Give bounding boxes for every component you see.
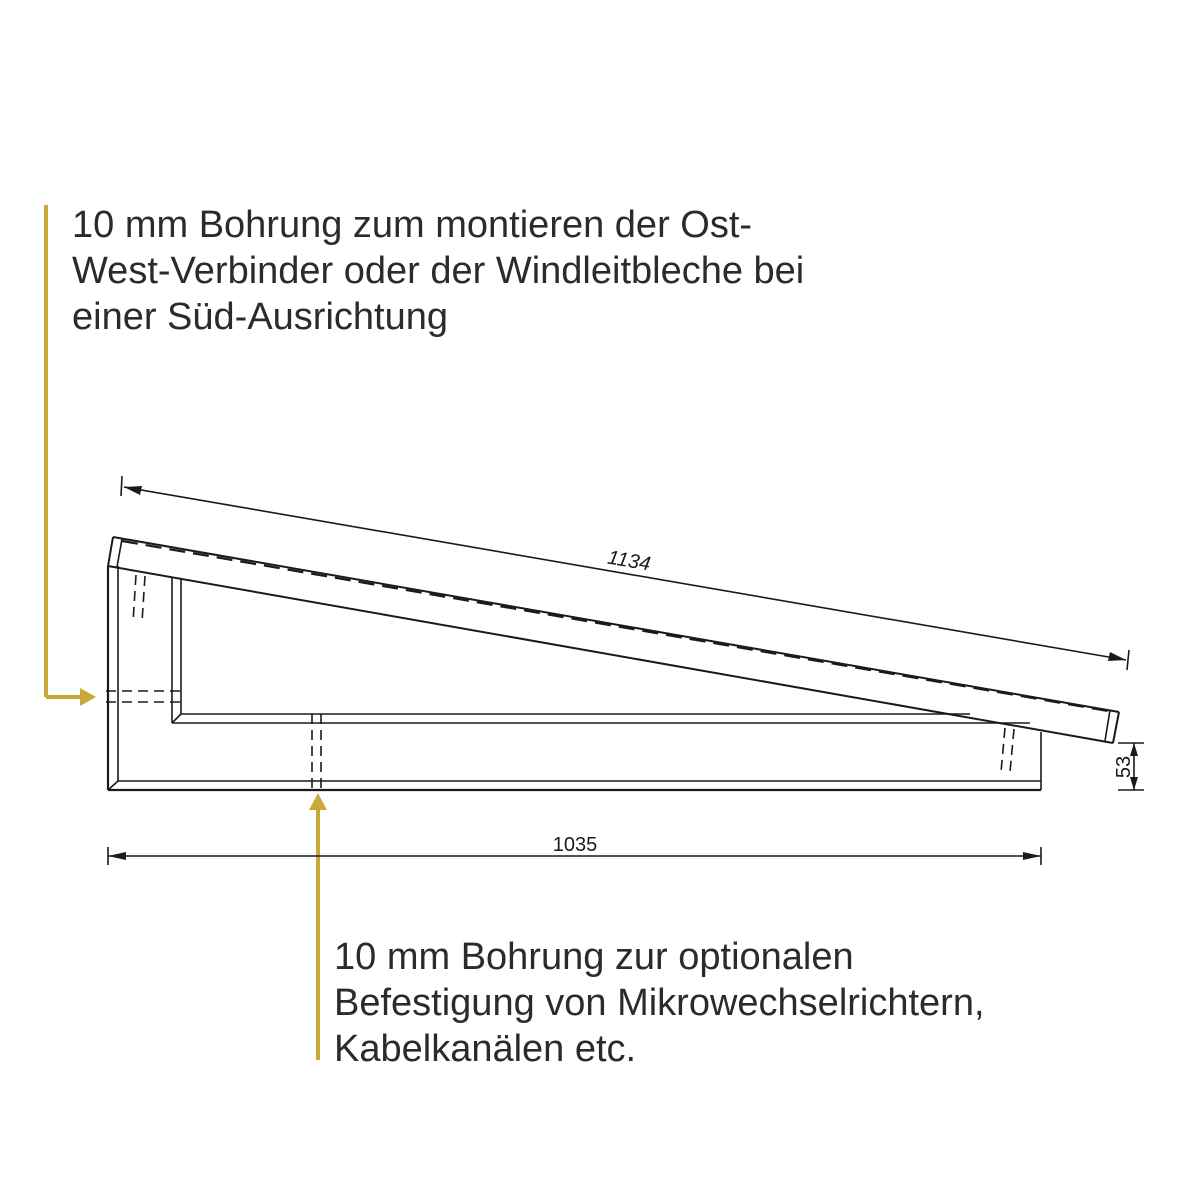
callout-side-hole xyxy=(72,202,804,340)
callout-side-hole-line: einer Süd-Ausrichtung xyxy=(72,296,448,338)
callout-bottom-hole-line: Befestigung von Mikrowechselrichtern, xyxy=(334,982,985,1024)
rail-hole-dash xyxy=(133,575,136,622)
dimension-base-label: 1035 xyxy=(552,834,598,856)
top-leader-arrowhead xyxy=(80,688,96,706)
hole-markers xyxy=(106,575,1014,792)
dimension-sloped-label: 1134 xyxy=(605,546,653,576)
bottom-leader xyxy=(309,793,327,1060)
rail-hole-dash xyxy=(1001,728,1005,772)
bottom-leader-arrowhead xyxy=(309,793,327,810)
callout-bottom-hole-line: 10 mm Bohrung zur optionalen xyxy=(334,936,854,978)
dimension-sloped xyxy=(121,476,1129,670)
rail-hole-dash xyxy=(1010,729,1014,772)
callout-side-hole-line: 10 mm Bohrung zum montieren der Ost- xyxy=(72,204,753,246)
profile-drawing xyxy=(108,537,1119,790)
callout-bottom-hole xyxy=(334,934,985,1072)
dimension-height-label: 53 xyxy=(1113,755,1135,779)
callout-bottom-hole-line: Kabelkanälen etc. xyxy=(334,1028,637,1070)
rail-hole-dash xyxy=(142,576,145,622)
callout-side-hole-line: West-Verbinder oder der Windleitbleche bei xyxy=(72,250,805,292)
